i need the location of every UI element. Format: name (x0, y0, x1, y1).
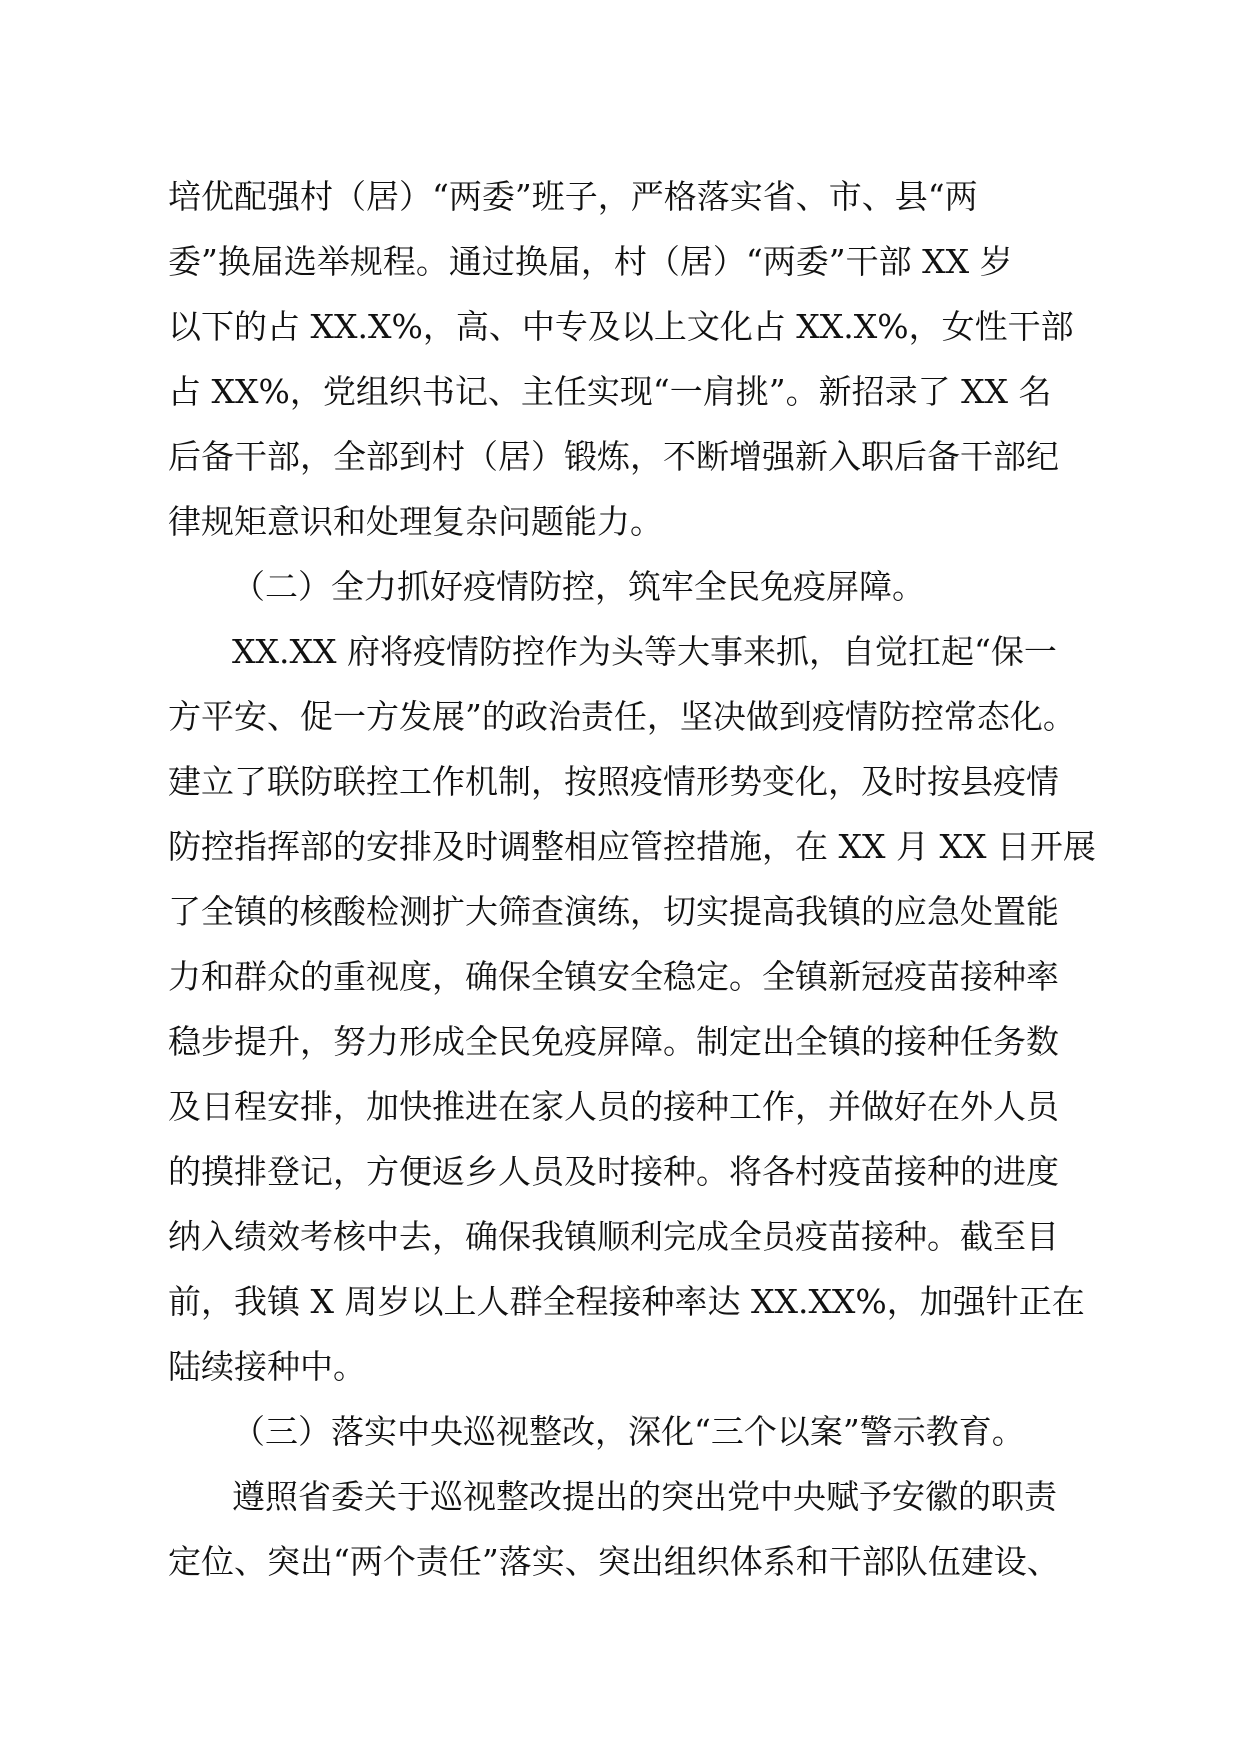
text-line: 后备干部，全部到村（居）锻炼，不断增强新入职后备干部纪 (168, 437, 1059, 476)
text-line: 前，我镇 X 周岁以上人群全程接种率达 XX.XX%，加强针正在 (168, 1282, 1085, 1321)
text-line: 稳步提升，努力形成全民免疫屏障。制定出全镇的接种任务数 (168, 1022, 1059, 1061)
text-line: 力和群众的重视度，确保全镇安全稳定。全镇新冠疫苗接种率 (168, 957, 1059, 996)
text-line: 以下的占 XX.X%，高、中专及以上文化占 XX.X%，女性干部 (168, 307, 1074, 346)
text-line: 占 XX%，党组织书记、主任实现“一肩挑”。新招录了 XX 名 (168, 372, 1052, 411)
text-line: 遵照省委关于巡视整改提出的突出党中央赋予安徽的职责 (232, 1477, 1057, 1516)
text-line: 的摸排登记，方便返乡人员及时接种。将各村疫苗接种的进度 (168, 1152, 1059, 1191)
text-line: 方平安、促一方发展”的政治责任，坚决做到疫情防控常态化。 (168, 697, 1076, 736)
text-line: XX.XX 府将疫情防控作为头等大事来抓，自觉扛起“保一 (232, 632, 1057, 671)
section-heading: （三）落实中央巡视整改，深化“三个以案”警示教育。 (232, 1412, 1025, 1451)
text-line: 陆续接种中。 (168, 1347, 366, 1386)
text-line: 防控指挥部的安排及时调整相应管控措施，在 XX 月 XX 日开展 (168, 827, 1096, 866)
text-line: 了全镇的核酸检测扩大筛查演练，切实提高我镇的应急处置能 (168, 892, 1059, 931)
text-line: 纳入绩效考核中去，确保我镇顺利完成全员疫苗接种。截至目 (168, 1217, 1059, 1256)
section-heading: （二）全力抓好疫情防控，筑牢全民免疫屏障。 (232, 567, 925, 606)
text-line: 委”换届选举规程。通过换届，村（居）“两委”干部 XX 岁 (168, 242, 1013, 281)
text-line: 培优配强村（居）“两委”班子，严格落实省、市、县“两 (168, 177, 978, 216)
text-line: 建立了联防联控工作机制，按照疫情形势变化，及时按县疫情 (168, 762, 1059, 801)
text-line: 及日程安排，加快推进在家人员的接种工作，并做好在外人员 (168, 1087, 1059, 1126)
text-line: 律规矩意识和处理复杂问题能力。 (168, 502, 663, 541)
text-line: 定位、突出“两个责任”落实、突出组织体系和干部队伍建设、 (168, 1542, 1060, 1581)
